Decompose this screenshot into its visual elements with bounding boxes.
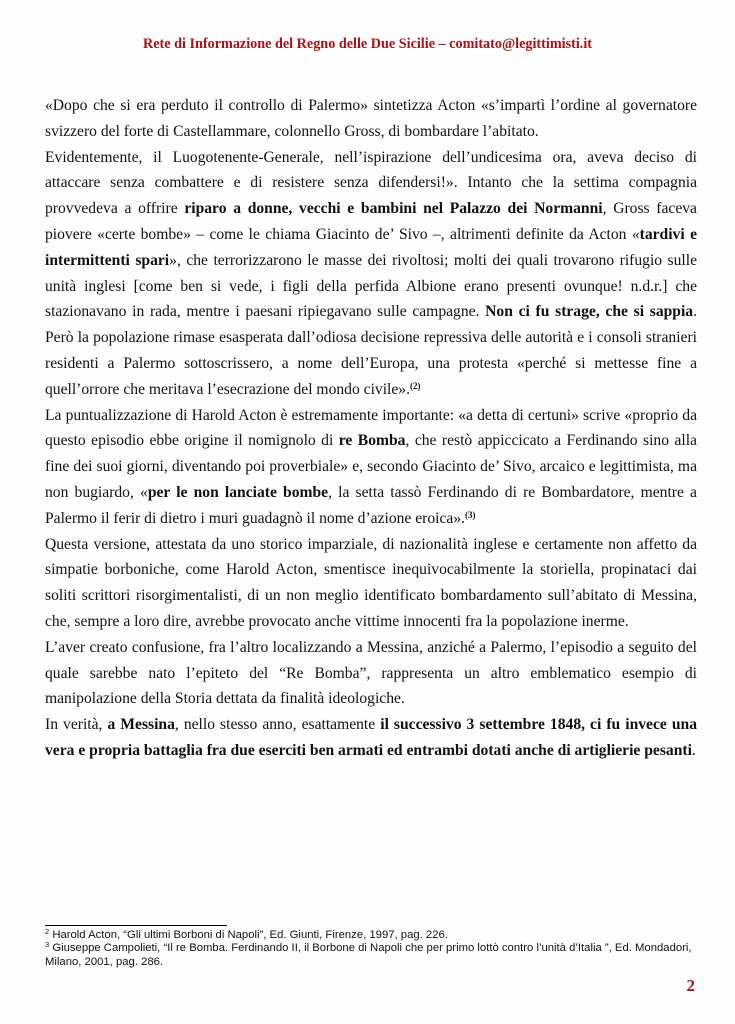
footnote-text: Harold Acton, “Gli ultimi Borboni di Napoli”, Ed. Giunti, Firenze, 1997, pag. 226. (52, 929, 448, 941)
text-segment: «Dopo che si era perduto il controllo di Palermo» sintetizza Acton «s’impartì l’ordine al governatore svizzero del forte di Castellammare, colonnello Gross, di bombardare l’abitato. (45, 97, 697, 140)
text-segment: , la setta tassò Ferdinando di re Bombardatore, mentre a Palermo il ferir di dietro i muri guadagnò il nome d’azione eroica». (45, 483, 697, 527)
page-number: 2 (686, 976, 695, 995)
bold-text-segment: tardivi e intermittenti spari (45, 225, 698, 269)
paragraph (45, 403, 697, 532)
text-segment: , Gross faceva piovere «certe bombe» – come le chiama Giacinto de’ Sivo –, altrimenti definite da Acton « (45, 200, 697, 243)
text-segment: , nello stesso anno, esattamente (174, 716, 381, 734)
text-segment: , che restò appiccicato a Ferdinando sino alla fine dei suoi giorni, diventando poi proverbiale» e, secondo Giacinto de’ Sivo, arcaico e legittimista, ma non bugiardo, « (45, 432, 697, 501)
footnote (45, 942, 695, 969)
bold-text-segment: a Messina (107, 716, 175, 734)
paragraph (45, 635, 697, 712)
paragraph (45, 145, 697, 403)
text-segment: In verità, (45, 716, 108, 734)
footnote-number: 3 (45, 940, 50, 950)
text-segment: Evidentemente, il Luogotenente-Generale, nell’ispirazione dell’undicesima ora, aveva deciso di attaccare senza combattere e di resistere senza difendersi!». Intanto che la settima compagnia provvedeva a offrire (45, 148, 697, 218)
bold-text-segment: re Bomba (338, 432, 406, 450)
footnote-reference: (2) (409, 380, 421, 391)
paragraph (45, 532, 697, 635)
text-segment: », che terrorizzarono le masse dei rivoltosi; molti dei quali trovarono rifugio sulle unità inglesi [come ben si vede, i figli della perfida Albione erano presenti ovunque! n.d.r.] che stazionavano in rada, mentre i paesani ripiegavano sulle campagne. (45, 251, 698, 321)
page-header (0, 36, 735, 53)
text-segment: La puntualizzazione di Harold Acton è estremamente importante: «a detta di certuni» scrive «proprio da questo episodio ebbe origine il nomignolo di (45, 406, 697, 450)
paragraph (45, 712, 697, 764)
footnote-number: 2 (45, 927, 50, 936)
bold-text-segment: per le non lanciate bombe (147, 483, 329, 501)
text-segment: . (691, 741, 696, 759)
footnote (45, 929, 695, 942)
bold-text-segment: Non ci fu strage, che si sappia (485, 303, 694, 321)
text-segment: L’aver creato confusione, fra l’altro localizzando a Messina, anziché a Palermo, l’episodio a seguito del quale sarebbe nato l’epiteto del “Re Bomba”, rappresenta un altro emblematico esempio di manipolazione della Storia dettata da finalità ideologiche. (45, 638, 697, 708)
text-segment: . Però la popolazione rimase esasperata dall’odiosa decisione repressiva delle autorità e i consoli stranieri residenti a Palermo sottoscrissero, a nome dell’Europa, una protesta «perché si mettesse fine a quell’orrore che meritava l’esecrazione del mondo civile». (45, 303, 697, 398)
footnote-text: Giuseppe Campolieti, “Il re Bomba. Ferdinando II, il Borbone di Napoli che per primo lottò contro l’unità d’Italia ”, Ed. Mondadori, Milano, 2001, pag. 286. (45, 942, 692, 968)
footnotes (45, 929, 695, 969)
bold-text-segment: riparo a donne, vecchi e bambini nel Palazzo dei Normanni (184, 200, 603, 218)
footnote-divider (45, 925, 227, 926)
footnote-reference: (3) (465, 509, 476, 520)
document-body (45, 93, 697, 764)
bold-text-segment: il successivo 3 settembre 1848, ci fu invece una vera e propria battaglia fra due eserciti ben armati ed entrambi dotati anche di artiglierie pesanti (45, 716, 698, 759)
header-text: Rete di Informazione del Regno delle Due Sicilie – comitato@legittimisti.it (143, 36, 592, 52)
text-segment: Questa versione, attestata da uno storico imparziale, di nazionalità inglese e certamente non affetto da simpatie borboniche, come Harold Acton, smentisce inequivocabilmente la storiella, propinataci dai soliti scrittori risorgimentalisti, di un non meglio identificato bombardamento sull’abitato di Messina, che, sempre a loro dire, avrebbe provocato anche vittime innocenti fra la popolazione inerme. (45, 535, 697, 630)
paragraph (45, 93, 697, 145)
